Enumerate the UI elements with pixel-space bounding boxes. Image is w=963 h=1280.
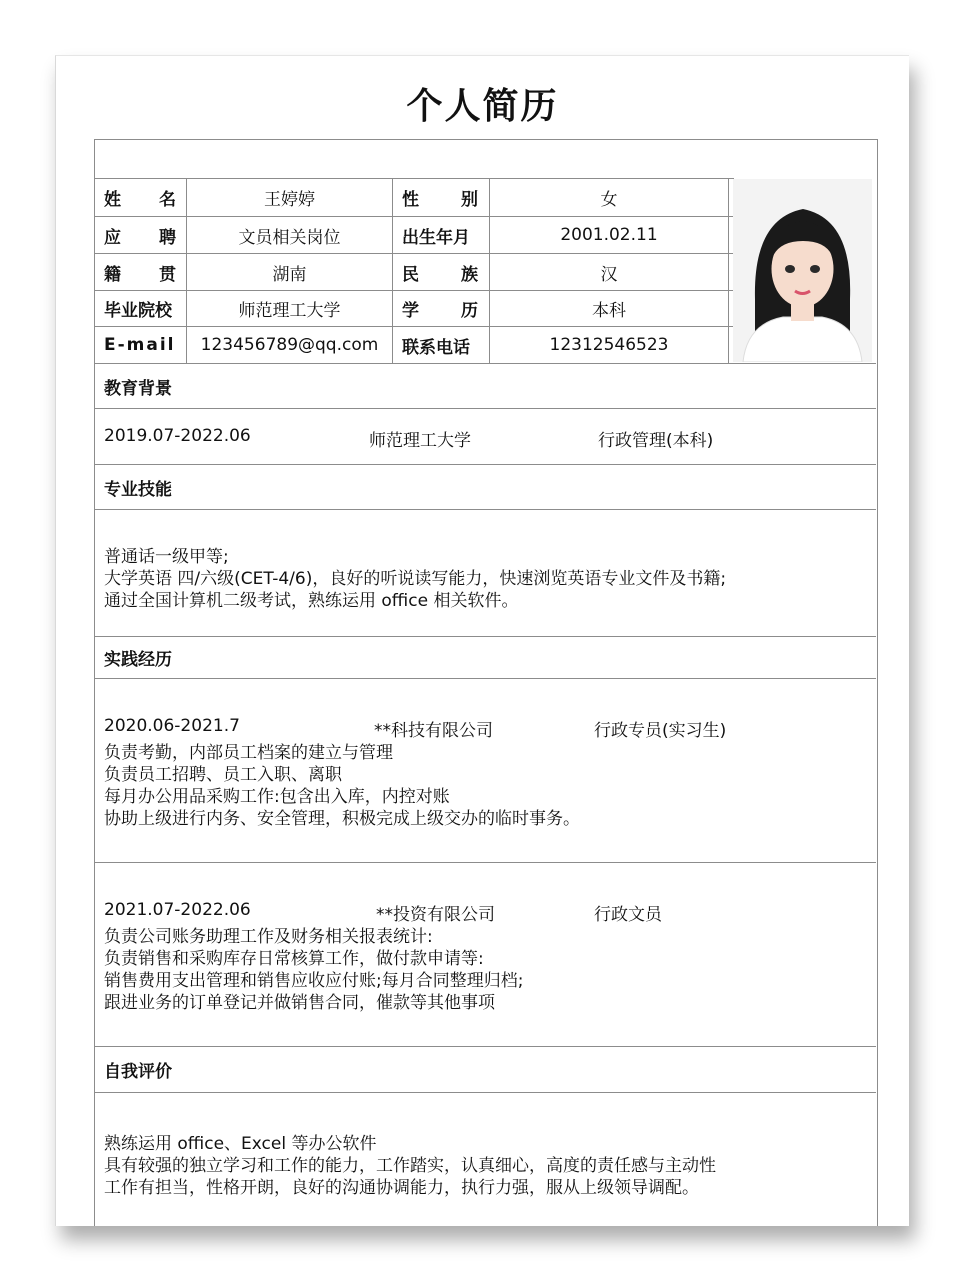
skill-line: 大学英语 四/六级(CET-4/6)，良好的听说读写能力，快速浏览英语专业文件及书籍;	[104, 569, 727, 589]
email-value: 123456789@qq.com	[200, 335, 379, 355]
birth-value: 2001.02.11	[560, 225, 658, 245]
grid-line	[94, 363, 876, 364]
grid-line	[94, 408, 876, 409]
education-period: 2019.07-2022.06	[104, 426, 251, 446]
origin-value: 湖南	[272, 264, 307, 285]
experience-line: 负责考勤，内部员工档案的建立与管理	[104, 743, 393, 763]
experience-line: 负责员工招聘、员工入职、离职	[104, 765, 342, 785]
name-label: 姓 名	[104, 190, 176, 210]
grid-line	[94, 636, 876, 637]
grid-line	[94, 862, 876, 863]
grid-line	[94, 509, 876, 510]
grid-line	[94, 1046, 876, 1047]
experience-role: 行政文员	[594, 905, 662, 925]
education-major: 行政管理(本科)	[598, 431, 714, 451]
email-label: E-mail	[104, 335, 176, 355]
phone-label: 联系电话	[402, 337, 470, 358]
position-value: 文员相关岗位	[238, 227, 341, 248]
experience-line: 每月办公用品采购工作:包含出入库，内控对账	[104, 787, 450, 807]
degree-label: 学 历	[402, 301, 478, 321]
self-eval-line: 熟练运用 office、Excel 等办公软件	[104, 1134, 377, 1154]
school-value: 师范理工大学	[238, 301, 341, 321]
grid-line	[392, 178, 393, 364]
grid-line	[94, 1092, 876, 1093]
self-eval-heading: 自我评价	[104, 1062, 172, 1082]
education-heading: 教育背景	[104, 378, 172, 399]
birth-label: 出生年月	[402, 227, 470, 248]
origin-label: 籍 贯	[104, 264, 176, 285]
skill-line: 通过全国计算机二级考试，熟练运用 office 相关软件。	[104, 591, 519, 611]
ethnic-value: 汉	[600, 264, 618, 285]
grid-line	[728, 178, 729, 364]
experience-role: 行政专员(实习生)	[594, 721, 727, 741]
phone-value: 12312546523	[549, 335, 669, 355]
experience-company: **投资有限公司	[376, 905, 495, 925]
resume-sheet	[55, 55, 909, 1226]
experience-period: 2021.07-2022.06	[104, 900, 251, 920]
ethnic-label: 民 族	[402, 264, 478, 285]
name-value: 王婷婷	[264, 190, 315, 210]
experience-line: 跟进业务的订单登记并做销售合同，催款等其他事项	[104, 993, 495, 1013]
experience-line: 协助上级进行内务、安全管理，积极完成上级交办的临时事务。	[104, 809, 580, 829]
skills-heading: 专业技能	[104, 479, 172, 500]
self-eval-line: 具有较强的独立学习和工作的能力，工作踏实，认真细心，高度的责任感与主动性	[104, 1156, 716, 1176]
position-label: 应 聘	[104, 227, 176, 248]
school-label: 毕业院校	[104, 301, 172, 321]
resume-title: 个人简历	[406, 85, 559, 127]
profile-photo	[733, 179, 872, 362]
grid-line	[94, 678, 876, 679]
degree-value: 本科	[592, 301, 626, 321]
experience-line: 负责销售和采购库存日常核算工作，做付款申请等:	[104, 949, 484, 969]
experience-period: 2020.06-2021.7	[104, 716, 240, 736]
portrait-image	[733, 179, 872, 362]
self-eval-line: 工作有担当，性格开朗，良好的沟通协调能力，执行力强，服从上级领导调配。	[104, 1178, 699, 1198]
education-school: 师范理工大学	[369, 431, 471, 451]
grid-line	[94, 464, 876, 465]
experience-line: 销售费用支出管理和销售应收应付账;每月合同整理归档;	[104, 971, 524, 991]
gender-label: 性 别	[402, 190, 478, 210]
experience-company: **科技有限公司	[374, 721, 493, 741]
gender-value: 女	[600, 190, 618, 210]
skill-line: 普通话一级甲等;	[104, 547, 229, 567]
experience-line: 负责公司账务助理工作及财务相关报表统计:	[104, 927, 433, 947]
experience-heading: 实践经历	[104, 650, 172, 670]
